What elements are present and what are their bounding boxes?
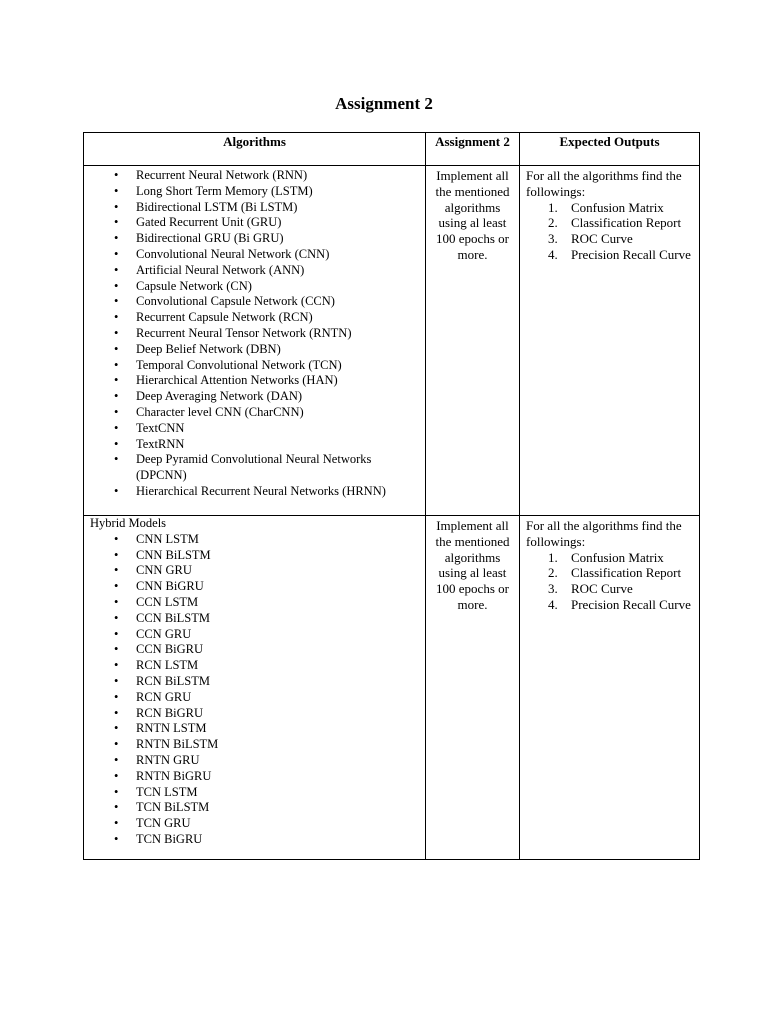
algorithm-item: • Character level CNN (CharCNN) [84,405,425,421]
algorithm-item: • CCN BiGRU [84,642,425,658]
algorithm-item: • CCN LSTM [84,595,425,611]
algorithms-cell [84,516,426,860]
algorithm-item: • RNTN LSTM [84,721,425,737]
algorithm-item: • Hierarchical Attention Networks (HAN) [84,373,425,389]
algorithm-item: • Deep Averaging Network (DAN) [84,389,425,405]
algorithm-item: • Gated Recurrent Unit (GRU) [84,215,425,231]
page-title: Assignment 2 [335,94,433,113]
algorithm-item: • Bidirectional GRU (Bi GRU) [84,231,425,247]
table-row-basic-models [84,166,700,516]
algorithm-item: • CNN BiGRU [84,579,425,595]
output-item-number: 2. [548,565,558,581]
output-item [526,247,695,263]
header-assignment-label: Assignment 2 [435,134,510,149]
algorithm-item: • RCN BiLSTM [84,674,425,690]
output-item-text: Precision Recall Curve [571,246,691,262]
output-item-number: 1. [548,549,558,565]
algorithm-item: • RCN LSTM [84,658,425,674]
assignment-cell: Implement all the mentioned algorithms using al least 100 epochs or more. [426,516,520,860]
output-item [526,565,695,581]
output-item-number: 3. [548,231,558,247]
output-item [526,597,695,613]
output-item [526,581,695,597]
algorithm-item: • Recurrent Neural Network (RNN) [84,168,425,184]
output-item [526,231,695,247]
algorithm-item: • RCN BiGRU [84,706,425,722]
algorithm-item: • CCN BiLSTM [84,611,425,627]
algorithm-item: • TextCNN [84,421,425,437]
outputs-list [526,200,695,263]
hybrid-models-heading: Hybrid Models [90,516,167,530]
expected-outputs-cell [520,166,700,516]
table-row-hybrid-models [84,516,700,860]
algorithm-item: • RCN GRU [84,690,425,706]
header-expected-outputs-label: Expected Outputs [559,134,660,149]
algorithm-item: • TCN BiLSTM [84,800,425,816]
header-expected-outputs [520,133,700,166]
output-item-text: Confusion Matrix [571,199,664,215]
algorithm-item: • Artificial Neural Network (ANN) [84,263,425,279]
output-item [526,200,695,216]
output-item-number: 4. [548,596,558,612]
output-item-text: ROC Curve [571,231,633,247]
table-header-row [84,133,700,166]
algorithm-item: • RNTN BiLSTM [84,737,425,753]
output-item-text: Confusion Matrix [571,549,664,565]
algorithm-item: • TCN BiGRU [84,832,425,848]
algorithm-item: • TCN GRU [84,816,425,832]
output-item-number: 3. [548,581,558,597]
output-item [526,550,695,566]
output-item-text: Classification Report [571,215,682,231]
algorithm-item: • Recurrent Capsule Network (RCN) [84,310,425,326]
algorithm-item: • RNTN BiGRU [84,769,425,785]
output-item-text: ROC Curve [571,581,633,597]
algorithm-item: • TextRNN [84,437,425,453]
output-item-text: Precision Recall Curve [571,596,691,612]
algorithm-item: • Hierarchical Recurrent Neural Networks (HRNN) [84,484,425,500]
algorithm-item: • TCN LSTM [84,785,425,801]
algorithm-item: • Convolutional Capsule Network (CCN) [84,294,425,310]
output-item-text: Classification Report [571,565,682,581]
algorithm-item: • Bidirectional LSTM (Bi LSTM) [84,200,425,216]
header-algorithms-label: Algorithms [223,134,286,149]
header-algorithms [84,133,426,166]
algorithm-item: • Recurrent Neural Tensor Network (RNTN) [84,326,425,342]
algorithm-item: • CNN LSTM [84,532,425,548]
algorithm-item: • Deep Belief Network (DBN) [84,342,425,358]
output-item-number: 2. [548,215,558,231]
expected-outputs-cell [520,516,700,860]
outputs-list [526,550,695,613]
output-item-number: 1. [548,199,558,215]
algorithm-item: • RNTN GRU [84,753,425,769]
output-item [526,215,695,231]
algorithm-item: • CCN GRU [84,627,425,643]
algorithm-item: • CNN BiLSTM [84,548,425,564]
algorithm-item: • Deep Pyramid Convolutional Neural Networks (DPCNN) [84,452,425,484]
header-assignment [426,133,520,166]
assignment-table [83,132,700,860]
assignment-cell: Implement all the mentioned algorithms using al least 100 epochs or more. [426,166,520,516]
algorithm-item: • CNN GRU [84,563,425,579]
algorithm-list [84,532,425,848]
output-item-number: 4. [548,246,558,262]
algorithm-item: • Long Short Term Memory (LSTM) [84,184,425,200]
outputs-intro: For all the algorithms find the followings: [526,518,682,549]
algorithm-item: • Temporal Convolutional Network (TCN) [84,358,425,374]
algorithm-item: • Convolutional Neural Network (CNN) [84,247,425,263]
outputs-intro: For all the algorithms find the followings: [526,168,682,199]
algorithms-cell [84,166,426,516]
algorithm-list [84,168,425,500]
algorithm-item: • Capsule Network (CN) [84,279,425,295]
